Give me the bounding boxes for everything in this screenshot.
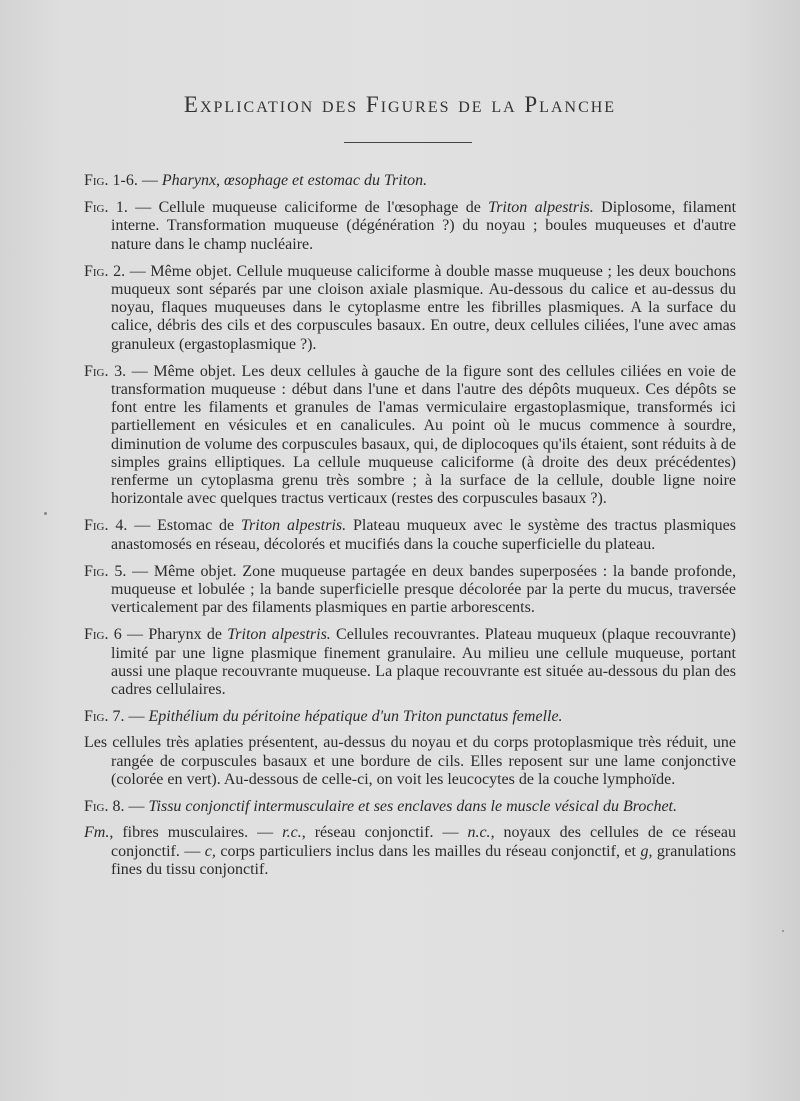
species-name: Triton alpestris. — [488, 199, 594, 217]
figure-explanations — [84, 172, 736, 888]
fig-heading: Tissu conjonctif intermusculaire et ses enclaves dans le muscle vésical du Brochet. — [148, 798, 677, 816]
fig-label: Fig. — [84, 708, 109, 726]
legend-text: granulations fines du tissu conjonctif. — [111, 842, 736, 878]
page-title: Explication des Figures de la Planche — [183, 92, 617, 117]
fig-number: 6 — — [113, 626, 149, 644]
title-divider — [344, 142, 472, 143]
legend-text: , fibres musculaires. — — [109, 824, 283, 842]
fig-label: Fig. — [84, 262, 109, 280]
fig-number: 8. — — [112, 798, 149, 816]
species-name: Triton alpestris. — [241, 517, 347, 535]
fig-heading: Epithélium du péritoine hépatique d'un Triton punctatus femelle. — [148, 708, 563, 726]
fig-number: 1. — — [115, 199, 159, 217]
fig-text: Cellule muqueuse caliciforme de l'œsophage de — [158, 199, 489, 217]
fig-label: Fig. — [84, 199, 109, 217]
entry-fig-1 — [84, 199, 736, 254]
entry-fig-6 — [84, 626, 736, 699]
legend-abbrev: n.c. — [467, 824, 491, 842]
entry-fig-3 — [84, 363, 736, 509]
fig-label: Fig. — [84, 626, 109, 644]
legend-abbrev: Fm. — [84, 824, 110, 842]
entry-fig-7-description: Les cellules très aplaties présentent, au-dessus du noyau et du corps protoplasmique très réduit, une rangée de corpuscules basaux et une bordure de cils. Elles reposent sur une lame conjonctive (colorée en vert). Au-dessous de celle-ci, on voit les leucocytes de la couche lymphoïde. — [84, 734, 736, 788]
fig-number: 3. — — [114, 362, 154, 380]
fig-label: Fig. — [84, 798, 109, 816]
fig-text: Même objet. Les deux cellules à gauche de la figure sont des cellules ciliées en voie de transformation muqueuse : début dans l'une et dans l'autre des dépôts muqueux. Ces dépôts se font entre les filaments et granules de l'amas vermiculaire ergastoplasmique, transformés ici partiellement en vésicules et en canalicules. Au point où le mucus commence à sourdre, diminution de volume des corpuscules basaux, qui, de diplocoques qu'ils étaient, sont réduits à de simples grains elliptiques. La cellule muqueuse caliciforme (à droite des deux précédentes) renferme un cytoplasma grenu très sombre ; à la surface de la cellule, double ligne noire horizontale avec quelques tractus verticaux (restes des corpuscules basaux ?). — [111, 362, 737, 508]
fig-text: Même objet. Cellule muqueuse caliciforme à double masse muqueuse ; les deux bouchons muqueux sont séparés par une cloison axiale plasmique. Au-dessous du calice et au-dessus du noyau, flaques muqueuses dans le cytoplasme entre les fibrilles plasmiques. A la surface du calice, débris des cils et des corpuscules basaux. En outre, deux cellules ciliées, l'une avec amas granuleux (ergastoplasmique ?). — [111, 262, 737, 353]
fig-label: Fig. — [84, 517, 109, 535]
species-name: Triton alpestris. — [227, 626, 331, 644]
legend-text: corps particuliers inclus dans les mailles du réseau conjonctif, et — [215, 842, 641, 860]
legend-text: , réseau conjonctif. — — [301, 824, 468, 842]
paper-speck — [44, 512, 47, 515]
entry-fig-7 — [84, 708, 736, 726]
entry-fig-2 — [84, 263, 736, 354]
legend-abbrev: g, — [640, 842, 653, 860]
fig-label: Fig. — [84, 562, 109, 580]
fig-text: Cellules recouvrantes. Plateau muqueux (plaque recouvrante) limité par une ligne plasmique finement granulaire. Au milieu une cellule muqueuse, portant aussi une plaque recouvrante muqueuse. La plaque recouvrante est située au-dessous du plan des cadres cellulaires. — [111, 626, 737, 699]
legend-abbrev: r.c. — [282, 824, 302, 842]
fig-text: Estomac de — [157, 517, 242, 535]
fig-text: Diplosome, filament interne. Transformation muqueuse (dégénération ?) du noyau ; boules muqueuses et d'autre nature dans le champ nucléaire. — [111, 199, 737, 253]
fig-number: 4. — — [115, 517, 158, 535]
fig-number: 1-6. — — [112, 172, 162, 189]
fig-text: Même objet. Zone muqueuse partagée en deux bandes superposées : la bande profonde, muqueuse et lobulée ; la bande superficielle presque décolorée par la perte du mucus, traversée verticalement par des filaments plasmiques en partie arborescents. — [111, 562, 737, 617]
entry-fig-8-legend — [84, 824, 736, 879]
legend-text: , noyaux des cellules de ce réseau conjonctif. — — [111, 824, 736, 860]
entry-fig-4 — [84, 517, 736, 553]
fig-number: 5. — — [114, 562, 154, 580]
fig-number: 2. — — [113, 262, 151, 280]
entry-fig-5 — [84, 563, 736, 618]
fig-text: Plateau muqueux avec le système des tractus plasmiques anastomosés en réseau, décolorés et mucifiés dans la couche superficielle du plateau. — [111, 517, 736, 553]
fig-label: Fig. — [84, 362, 109, 380]
fig-heading: Pharynx, œsophage et estomac du Triton. — [161, 172, 428, 189]
legend-abbrev: c, — [204, 842, 216, 860]
fig-number: 7. — — [112, 708, 149, 726]
fig-text: Pharynx de — [148, 626, 228, 644]
fig-label: Fig. — [84, 172, 109, 189]
entry-fig-8 — [84, 798, 736, 816]
paper-speck — [782, 930, 784, 932]
entry-fig-1-6 — [84, 172, 736, 190]
